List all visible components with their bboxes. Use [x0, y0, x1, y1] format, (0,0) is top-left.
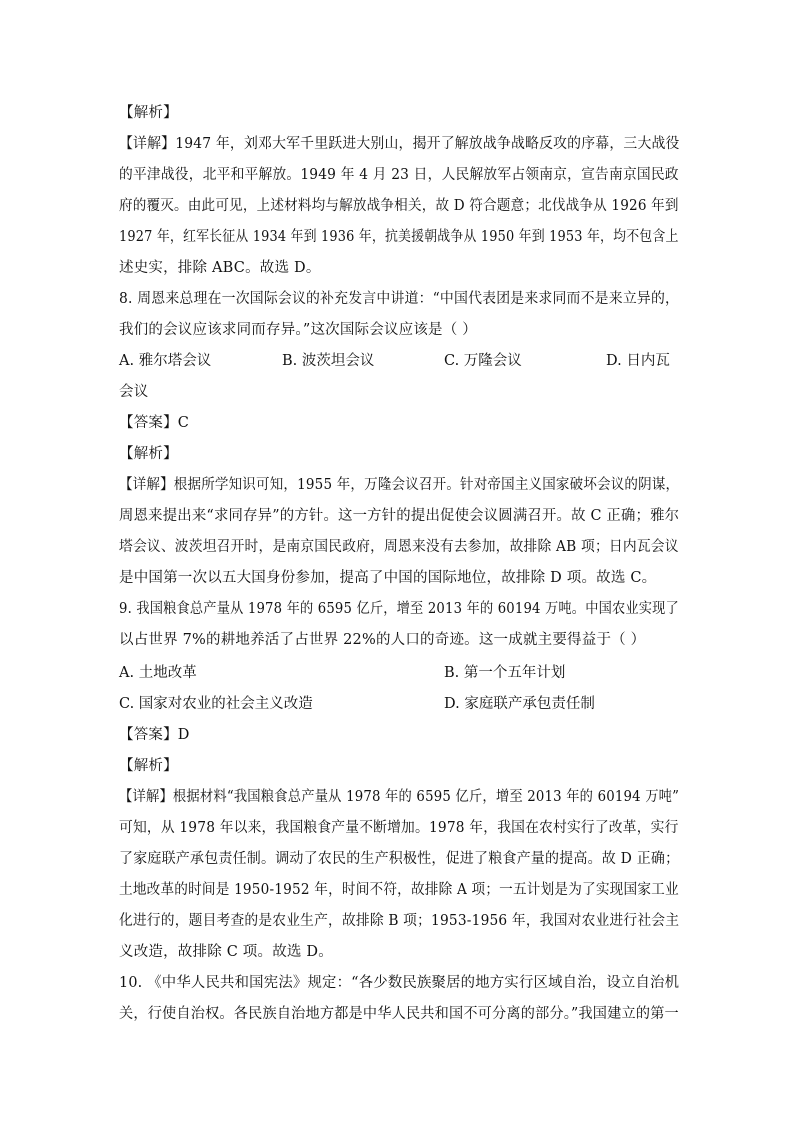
q9-option-b: B. 第一个五年计划: [444, 665, 566, 681]
answer-line: 【答案】D: [119, 727, 190, 743]
explanation-line: 府的覆灭。由此可见，上述材料均与解放战争相关，故 D 符合题意；北伐战争从 1926 年到: [119, 198, 679, 214]
analysis-heading: 【解析】: [119, 758, 178, 774]
answer-line: 【答案】C: [119, 415, 190, 431]
explanation-line: 是中国第一次以五大国身份参加，提高了中国的国际地位，故排除 D 项。故选 C。: [119, 570, 657, 586]
q9-option-a: A. 土地改革: [119, 665, 197, 681]
explanation-line: 了家庭联产承包责任制。调动了农民的生产积极性，促进了粮食产量的提高。故 D 正确；: [119, 851, 680, 867]
question-10-text: 关，行使自治权。各民族自治地方都是中华人民共和国不可分离的部分。”我国建立的第一: [119, 1006, 679, 1022]
question-9-text: 9. 我国粮食总产量从 1978 年的 6595 亿斤，增至 2013 年的 60194 万吨。中国农业实现了: [119, 601, 679, 617]
q8-option-d-continued: 会议: [119, 384, 149, 400]
explanation-line: 【详解】根据材料“我国粮食总产量从 1978 年的 6595 亿斤，增至 2013 年的 60194 万吨”: [119, 789, 680, 805]
explanation-line: 【详解】根据所学知识可知，1955 年，万隆会议召开。针对帝国主义国家破坏会议的阴谋，: [119, 477, 680, 493]
explanation-line: 义改造，故排除 C 项。故选 D。: [119, 944, 333, 960]
explanation-line: 塔会议、波茨坦召开时，是南京国民政府，周恩来没有去参加，故排除 AB 项；日内瓦会议: [119, 539, 679, 555]
question-8-text: 我们的会议应该求同而存异。”这次国际会议应该是（ ）: [119, 322, 477, 338]
explanation-line: 的平津战役，北平和平解放。1949 年 4 月 23 日，人民解放军占领南京，宣告南京国民政: [119, 167, 679, 183]
q8-option-d: D. 日内瓦: [606, 353, 670, 369]
explanation-line: 化进行的，题目考查的是农业生产，故排除 B 项；1953-1956 年，我国对农业进行社会主: [119, 913, 680, 929]
explanation-line: 土地改革的时间是 1950-1952 年，时间不符，故排除 A 项；一五计划是为了实现国家工业: [119, 882, 679, 898]
explanation-line: 可知，从 1978 年以来，我国粮食产量不断增加。1978 年，我国在农村实行了改革，实行: [119, 820, 679, 836]
q9-option-d: D. 家庭联产承包责任制: [444, 696, 595, 712]
explanation-line: 述史实，排除 ABC。故选 D。: [119, 260, 321, 276]
explanation-line: 周恩来提出来“求同存异”的方针。这一方针的提出促使会议圆满召开。故 C 正确；雅尔: [119, 508, 680, 524]
question-10-text: 10. 《中华人民共和国宪法》规定：“各少数民族聚居的地方实行区域自治，设立自治机: [119, 975, 680, 991]
explanation-line: 1927 年，红军长征从 1934 年到 1936 年，抗美援朝战争从 1950 年到 1953 年，均不包含上: [119, 229, 679, 245]
question-8-text: 8. 周恩来总理在一次国际会议的补充发言中讲道：“中国代表团是来求同而不是来立异的，: [119, 291, 680, 307]
q8-option-c: C. 万隆会议: [444, 353, 522, 369]
q9-option-c: C. 国家对农业的社会主义改造: [119, 696, 313, 712]
explanation-line: 【详解】1947 年，刘邓大军千里跃进大别山，揭开了解放战争战略反攻的序幕，三大战役: [119, 136, 680, 152]
q8-option-a: A. 雅尔塔会议: [119, 353, 212, 369]
question-9-text: 以占世界 7%的耕地养活了占世界 22%的人口的奇迹。这一成就主要得益于（ ）: [119, 632, 646, 648]
q8-option-b: B. 波茨坦会议: [282, 353, 375, 369]
analysis-heading: 【解析】: [119, 105, 178, 121]
analysis-heading: 【解析】: [119, 446, 178, 462]
